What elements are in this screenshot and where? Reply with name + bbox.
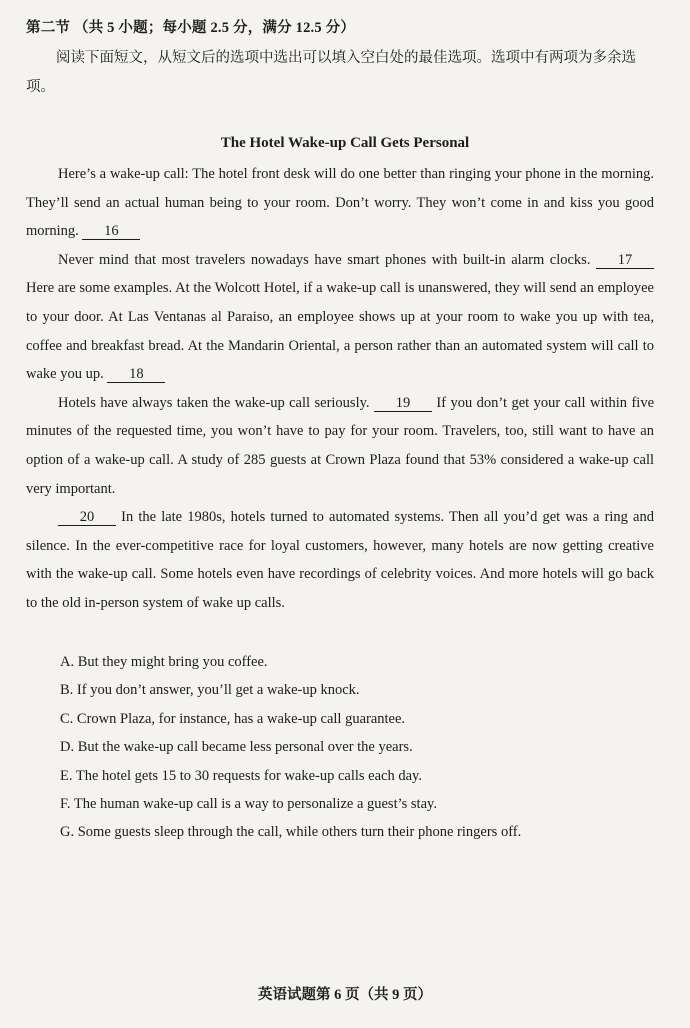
paragraph-2-text: Here are some examples. At the Wolcott Hotel, if a wake-up call is unanswered, they will send an employee to your door. At Las Ventanas al Paraiso, an employee shows up at your room to wake you up with tea, coffee and breakfast bread. At the Mandarin Oriental, a person rather than an automated system will call to wake you up. [26, 280, 654, 383]
paragraph-1 [26, 160, 654, 246]
blank-17: 17 [596, 252, 654, 269]
page-footer: 英语试题第 6 页（共 9 页） [258, 987, 432, 1003]
blank-19: 19 [374, 395, 432, 412]
option-c: C. Crown Plaza, for instance, has a wake-up call guarantee. [60, 710, 406, 727]
paragraph-3 [26, 389, 654, 503]
paragraph-3-text: If you don’t get your call within five minutes of the requested time, you won’t have to pay for your room. Travelers, too, still want to have an option of a wake-up call. A study of 285 guests at Crown Plaza found that 53% considered a wake-up call very important. [26, 394, 655, 497]
option-f: F. The human wake-up call is a way to personalize a guest’s stay. [60, 796, 437, 813]
instructions: 阅读下面短文，从短文后的选项中选出可以填入空白处的最佳选项。选项中有两项为多余选项。 [26, 50, 636, 95]
paragraph-2 [26, 246, 654, 389]
blank-20: 20 [58, 509, 116, 526]
options-list [60, 648, 660, 847]
option-d: D. But the wake-up call became less personal over the years. [60, 739, 413, 756]
paragraph-4 [26, 503, 654, 617]
passage [26, 160, 654, 618]
option-e: E. The hotel gets 15 to 30 requests for wake-up calls each day. [60, 767, 422, 784]
option-a: A. But they might bring you coffee. [60, 654, 268, 670]
paragraph-2-text-start: Never mind that most travelers nowadays have smart phones with built-in alarm clocks. [58, 251, 596, 268]
blank-18: 18 [107, 366, 165, 383]
paragraph-4-text: In the late 1980s, hotels turned to automated systems. Then all you’d get was a ring and silence. In the ever-competitive race for loyal customers, however, many hotels are now getting creative with the wake-up call. Some hotels even have recordings of celebrity voices. And more hotels will go back to the old in-person system of wake up calls. [26, 509, 654, 611]
paragraph-3-text-start: Hotels have always taken the wake-up call seriously. [58, 394, 374, 411]
passage-title: The Hotel Wake-up Call Gets Personal [220, 135, 470, 151]
section-header: 第二节 （共 5 小题；每小题 2.5 分，满分 12.5 分） [26, 20, 356, 36]
blank-16: 16 [82, 223, 140, 240]
option-g: G. Some guests sleep through the call, while others turn their phone ringers off. [60, 824, 522, 841]
option-b: B. If you don’t answer, you’ll get a wake-up knock. [60, 682, 360, 699]
paragraph-1-text: Here’s a wake-up call: The hotel front desk will do one better than ringing your phone in the morning. They’ll send an actual human being to your room. Don’t worry. They won’t come in and kiss you good morning. [26, 166, 654, 240]
